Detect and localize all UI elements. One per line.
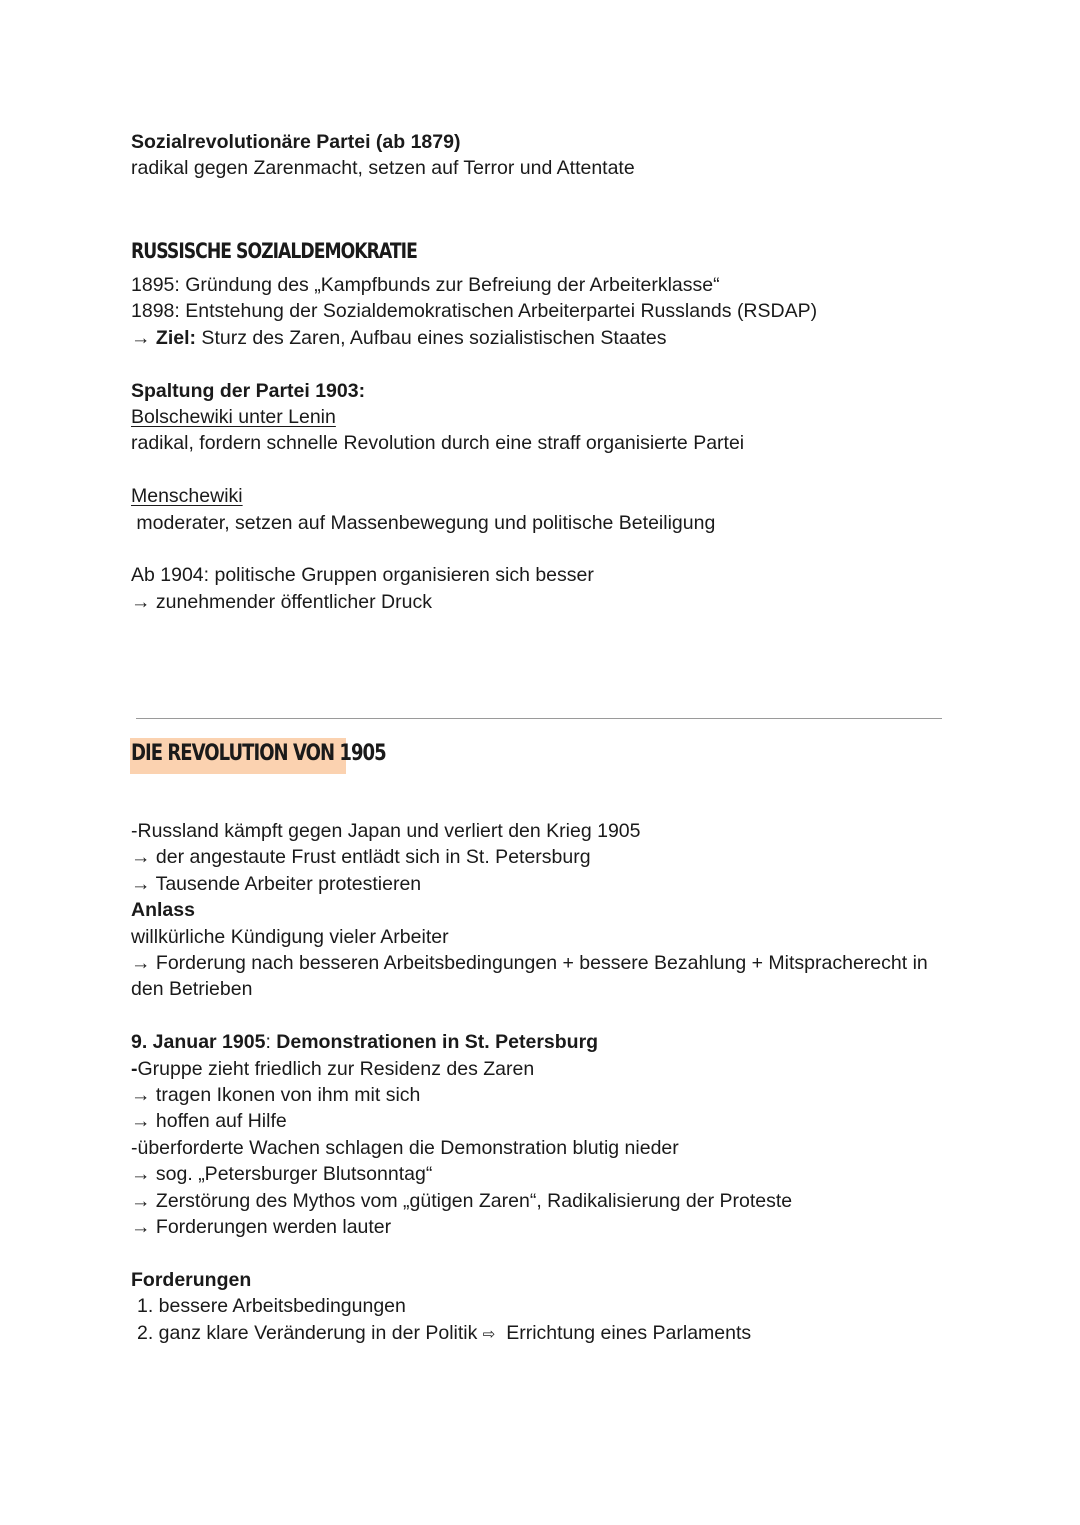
forderungen-title: Forderungen [131, 1268, 252, 1291]
demo-line-2: → tragen Ikonen von ihm mit sich [131, 1084, 421, 1107]
goal-label: Ziel: [155, 326, 197, 349]
section-social-democracy [131, 272, 961, 615]
line-frustration: → der angestaute Frust entlädt sich in St. Petersburg [131, 846, 591, 869]
demand-line-1: → Forderung nach besseren Arbeitsbedingungen + bessere Bezahlung + Mitspracherecht in [131, 952, 928, 975]
date-title: Demonstrationen in St. Petersburg [276, 1031, 599, 1054]
demo-line-1 [131, 1056, 961, 1082]
section-text: radikal gegen Zarenmacht, setzen auf Terror und Attentate [131, 157, 635, 180]
demo-line-3: → hoffen auf Hilfe [131, 1110, 287, 1133]
list-item-1: 1. bessere Arbeitsbedingungen [137, 1295, 406, 1318]
mensheviki-title-line [131, 483, 961, 509]
item-text: 2. ganz klare Veränderung in der Politik [137, 1321, 483, 1344]
demo-line-4: -überforderte Wachen schlagen die Demonstration blutig nieder [131, 1136, 679, 1159]
line-1898: 1898: Entstehung der Sozialdemokratischen Arbeiterpartei Russlands (RSDAP) [131, 300, 818, 323]
demand-line-2: den Betrieben [131, 978, 253, 1001]
dash: - [131, 1057, 138, 1080]
arrow: → [131, 326, 156, 349]
goal-text: Sturz des Zaren, Aufbau eines sozialistischen Staates [196, 326, 667, 349]
line-pressure: → zunehmender öffentlicher Druck [131, 590, 432, 613]
date-line [131, 1029, 961, 1055]
list-item-2 [131, 1320, 961, 1347]
demo-text: Gruppe zieht friedlich zur Residenz des Zaren [137, 1057, 535, 1080]
demo-line-7: → Forderungen werden lauter [131, 1216, 392, 1239]
date-colon: : [265, 1031, 277, 1054]
mensheviki-title: Menschewiki [131, 485, 243, 508]
split-title: Spaltung der Partei 1903: [131, 379, 366, 402]
heading-text: RUSSISCHE SOZIALDEMOKRATIE [131, 239, 417, 263]
bolsheviki-text: radikal, fordern schnelle Revolution durch eine straff organisierte Partei [131, 432, 745, 455]
line-war: -Russland kämpft gegen Japan und verliert den Krieg 1905 [131, 820, 641, 842]
horizontal-divider [136, 718, 942, 719]
bolsheviki-title: Bolschewiki unter Lenin [131, 406, 336, 429]
mensheviki-text: moderater, setzen auf Massenbewegung und politische Beteiligung [131, 511, 716, 534]
line-1904: Ab 1904: politische Gruppen organisieren sich besser [131, 564, 594, 587]
double-arrow-icon: ⇨ [482, 1324, 496, 1343]
heading-text: DIE REVOLUTION VON 1905 [131, 741, 386, 766]
section-socialrevolutionary [131, 129, 961, 182]
demo-line-6: → Zerstörung des Mythos vom „gütigen Zaren“, Radikalisierung der Proteste [131, 1189, 793, 1212]
anlass-text: willkürliche Kündigung vieler Arbeiter [131, 925, 449, 948]
section-title: Sozialrevolutionäre Partei (ab 1879) [131, 131, 461, 153]
line-1895: 1895: Gründung des „Kampfbunds zur Befreiung der Arbeiterklasse“ [131, 274, 720, 296]
demo-line-5: → sog. „Petersburger Blutsonntag“ [131, 1163, 433, 1186]
item-result: Errichtung eines Parlaments [495, 1321, 752, 1344]
section-heading-revolution [131, 741, 961, 767]
line-protest: → Tausende Arbeiter protestieren [131, 872, 422, 895]
section-heading-social-democracy [131, 238, 961, 265]
section-revolution-1905 [131, 818, 961, 1347]
anlass-title: Anlass [131, 899, 195, 922]
date-bold: 9. Januar 1905 [131, 1031, 266, 1054]
line-goal [131, 325, 961, 351]
